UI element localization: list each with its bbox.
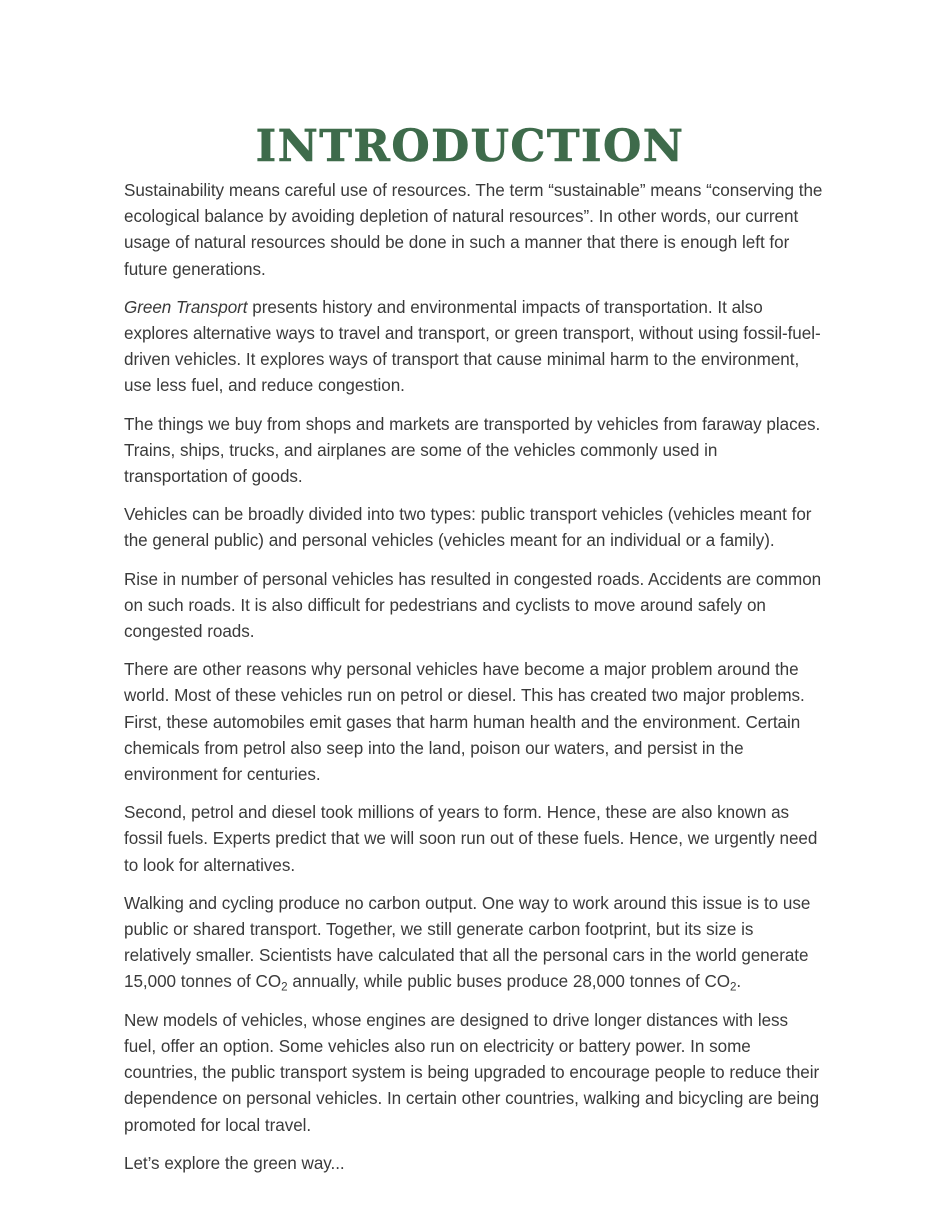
co2-subscript-cars: 2	[281, 980, 288, 994]
body-text-column	[124, 178, 824, 1177]
paragraph-fossil-fuels: Second, petrol and diesel took millions of years to form. Hence, these are also known as fossil fuels. Experts predict that we will soon run out of these fuels. Hence, we urgently need to look for alternatives.	[124, 803, 818, 875]
page-title: INTRODUCTION	[255, 121, 685, 173]
paragraph-vehicle-types: Vehicles can be broadly divided into two types: public transport vehicles (vehicles meant for the general public) and personal vehicles (vehicles meant for an individual or a family).	[124, 505, 812, 551]
paragraph-walking-cycling	[124, 891, 824, 996]
paragraph-green-transport	[124, 295, 824, 400]
paragraph-sustainability: Sustainability means careful use of resources. The term “sustainable” means “conserving the ecological balance by avoiding depletion of natural resources”. In other words, our current usage of natural resources should be done in such a manner that there is enough left for future generations.	[124, 181, 823, 279]
book-title-emphasis: Green Transport	[124, 297, 248, 317]
walking-cycling-lead: Walking and cycling produce no carbon output. One way to work around this issue is to use public or shared transport. Together, we still generate carbon footprint, but its size is relatively smaller. Scientists have calculated that all the personal cars in the world generate 15,000 tonnes of CO	[124, 893, 811, 992]
paragraph-new-models: New models of vehicles, whose engines are designed to drive longer distances with less fuel, offer an option. Some vehicles also run on electricity or battery power. In some countries, the public transport system is being upgraded to encourage people to reduce their dependence on personal vehicles. In certain other countries, walking and bicycling are being promoted for local travel.	[124, 1010, 820, 1135]
walking-cycling-tail: .	[736, 972, 742, 992]
paragraph-other-reasons: There are other reasons why personal vehicles have become a major problem around the world. Most of these vehicles run on petrol or diesel. This has created two major problems. First, these automobiles emit gases that harm human health and the environment. Certain chemicals from petrol also seep into the land, poison our waters, and persist in the environment for centuries.	[124, 660, 805, 785]
walking-cycling-middle: annually, while public buses produce 28,000 tonnes of CO	[287, 972, 730, 992]
paragraph-closing: Let’s explore the green way...	[124, 1153, 345, 1173]
paragraph-things-we-buy: The things we buy from shops and markets are transported by vehicles from faraway places. Trains, ships, trucks, and airplanes are some of the vehicles commonly used in transportation of goods.	[124, 414, 821, 487]
co2-subscript-buses: 2	[730, 980, 737, 994]
paragraph-green-transport-rest: presents history and environmental impacts of transportation. It also explores alternative ways to travel and transport, or green transport, without using fossil-fuel-driven vehicles. It explores ways of transport that cause minimal harm to the environment, use less fuel, and reduce congestion.	[124, 297, 821, 396]
paragraph-congestion: Rise in number of personal vehicles has resulted in congested roads. Accidents are common on such roads. It is also difficult for pedestrians and cyclists to move around safely on congested roads.	[124, 569, 822, 642]
